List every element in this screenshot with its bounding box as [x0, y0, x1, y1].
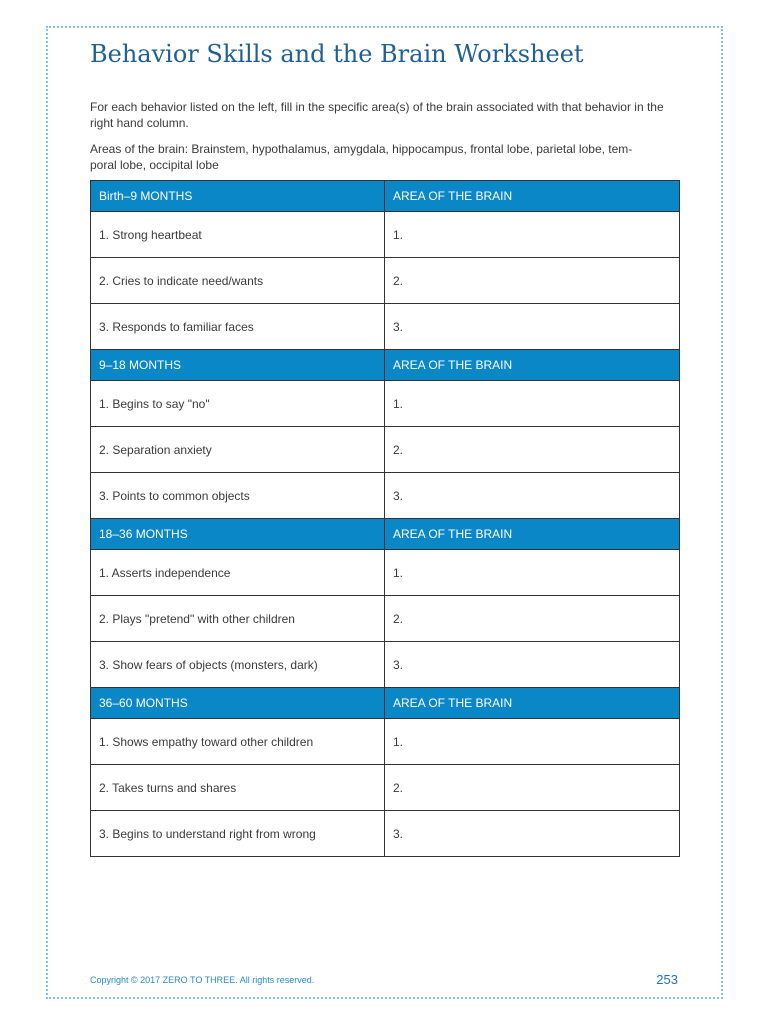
behavior-cell: 3. Points to common objects	[91, 473, 385, 519]
copyright-notice: Copyright © 2017 ZERO TO THREE. All rights reserved.	[90, 975, 315, 985]
age-range-header: 18–36 MONTHS	[91, 519, 385, 550]
section-header-row	[91, 181, 680, 212]
table-row	[91, 304, 680, 350]
area-column-header: AREA OF THE BRAIN	[385, 519, 680, 550]
area-answer-cell[interactable]: 1.	[385, 550, 680, 596]
area-column-header: AREA OF THE BRAIN	[385, 181, 680, 212]
page-number: 253	[656, 972, 678, 987]
behavior-cell: 3. Begins to understand right from wrong	[91, 811, 385, 857]
section-header-row	[91, 519, 680, 550]
table-row	[91, 381, 680, 427]
table-row	[91, 427, 680, 473]
area-answer-cell[interactable]: 1.	[385, 719, 680, 765]
area-column-header: AREA OF THE BRAIN	[385, 350, 680, 381]
behavior-cell: 3. Show fears of objects (monsters, dark)	[91, 642, 385, 688]
area-answer-cell[interactable]: 3.	[385, 473, 680, 519]
table-row	[91, 642, 680, 688]
behavior-cell: 2. Takes turns and shares	[91, 765, 385, 811]
behavior-cell: 1. Asserts independence	[91, 550, 385, 596]
behavior-cell: 2. Cries to indicate need/wants	[91, 258, 385, 304]
instructions-text: For each behavior listed on the left, fill in the specific area(s) of the brain associated with that behavior in the right hand column.	[90, 100, 664, 130]
area-answer-cell[interactable]: 1.	[385, 212, 680, 258]
area-answer-cell[interactable]: 2.	[385, 258, 680, 304]
section-header-row	[91, 350, 680, 381]
table-row	[91, 473, 680, 519]
area-answer-cell[interactable]: 1.	[385, 381, 680, 427]
age-range-header: 9–18 MONTHS	[91, 350, 385, 381]
table-row	[91, 550, 680, 596]
brain-areas-list: Areas of the brain: Brainstem, hypothalamus, amygdala, hippocampus, frontal lobe, parietal lobe, tem- poral lobe, occipital lobe	[90, 142, 633, 172]
area-answer-cell[interactable]: 2.	[385, 765, 680, 811]
behavior-cell: 2. Separation anxiety	[91, 427, 385, 473]
area-answer-cell[interactable]: 2.	[385, 596, 680, 642]
table-row	[91, 719, 680, 765]
section-header-row	[91, 688, 680, 719]
worksheet-table	[90, 180, 680, 857]
age-range-header: 36–60 MONTHS	[91, 688, 385, 719]
table-row	[91, 212, 680, 258]
table-row	[91, 596, 680, 642]
behavior-cell: 1. Begins to say "no"	[91, 381, 385, 427]
table-row	[91, 811, 680, 857]
page-title: Behavior Skills and the Brain Worksheet	[90, 40, 584, 68]
area-answer-cell[interactable]: 3.	[385, 304, 680, 350]
area-answer-cell[interactable]: 3.	[385, 811, 680, 857]
area-answer-cell[interactable]: 3.	[385, 642, 680, 688]
behavior-cell: 1. Shows empathy toward other children	[91, 719, 385, 765]
age-range-header: Birth–9 MONTHS	[91, 181, 385, 212]
area-column-header: AREA OF THE BRAIN	[385, 688, 680, 719]
behavior-cell: 1. Strong heartbeat	[91, 212, 385, 258]
table-row	[91, 765, 680, 811]
behavior-cell: 2. Plays "pretend" with other children	[91, 596, 385, 642]
behavior-cell: 3. Responds to familiar faces	[91, 304, 385, 350]
table-row	[91, 258, 680, 304]
area-answer-cell[interactable]: 2.	[385, 427, 680, 473]
